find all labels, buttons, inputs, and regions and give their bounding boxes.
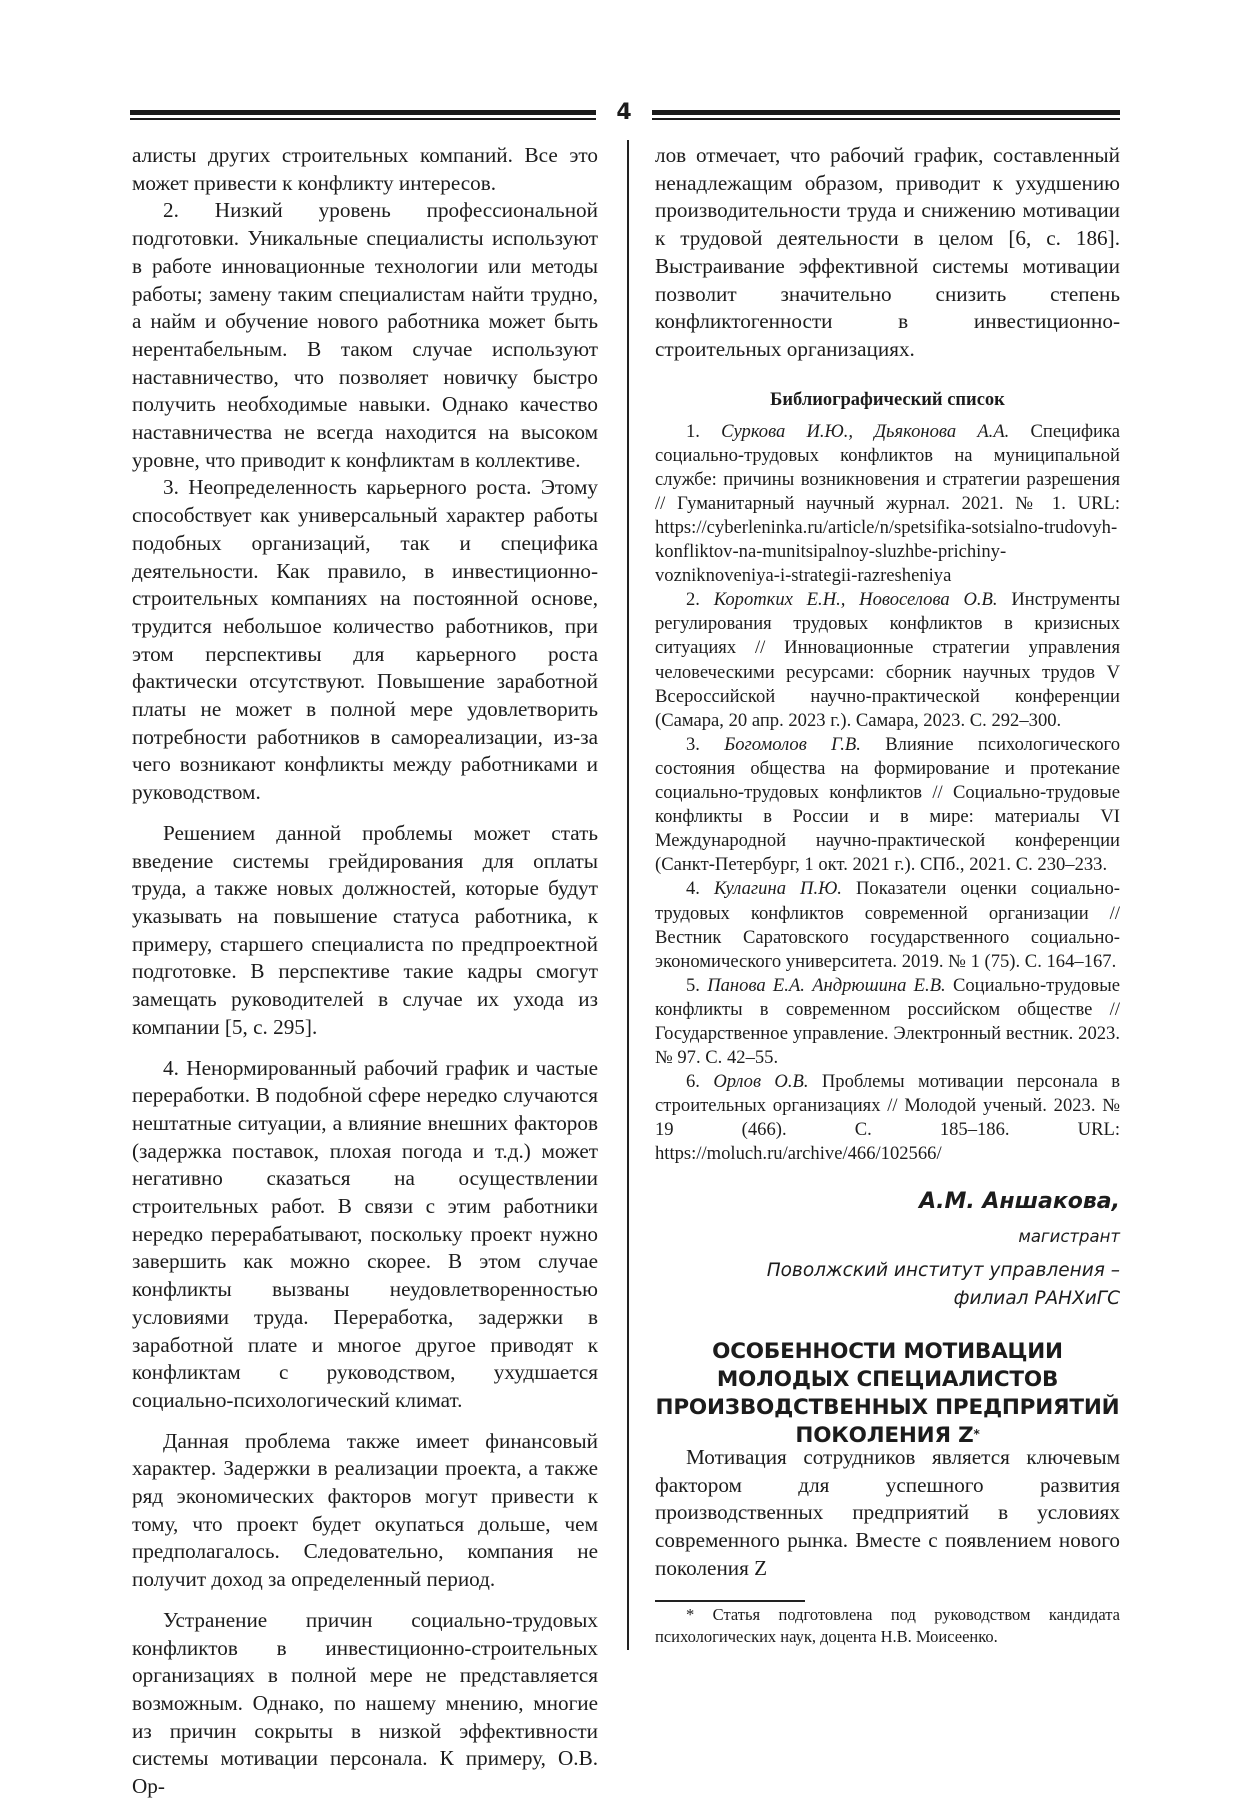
paragraph: 4. Ненормированный рабочий график и частые переработки. В подобной сфере нередко случаются нештатные ситуации, а влияние внешних факторов (задержка поставок, плохая погода и т.д.) может негативно сказаться на осуществлении строительных работ. В связи с этим работники нередко перерабатывают, поскольку проект нужно завершить как можно скорее. В этом случае конфликты вызваны неудовлетворенностью условиями труда. Переработка, задержки в заработной плате и многое другое приводят к конфликтам с руководством, ухудшается социально-психологический климат. <box>132 1055 598 1412</box>
article-title <box>655 1338 1120 1450</box>
left-column <box>132 142 598 1801</box>
bibliography-entry: 1. Суркова И.Ю., Дьяконова А.А. Специфика социально-трудовых конфликтов на муниципальной службе: причины возникновения и стратегии разрешения // Гуманитарный научный журнал. 2021. № 1. URL: https://cyberleninka.ru/article/n/spetsifika-sotsialno-trudovyh-konfliktov-na-munitsipalnoy-sluzhbe-prichiny-vozniknoveniya-i-strategii-razresheniya <box>655 420 1121 587</box>
paragraph: лов отмечает, что рабочий график, составленный ненадлежащим образом, приводит к ухудшению производительности труда и снижению мотивации к трудовой деятельности в целом [6, с. 186]. Выстраивание эффективной системы мотивации позволит значительно снизить степень конфликтогенности в инвестиционно-строительных организациях. <box>655 143 1120 361</box>
footnote-mark: * <box>973 1427 980 1441</box>
paragraph: 3. Неопределенность карьерного роста. Этому способствует как универсальный характер работы подобных организаций, так и специфика деятельности. Как правило, в инвестиционно-строительных компаниях на постоянной основе, трудится небольшое количество работников, при этом перспективы для карьерного роста фактически отсутствуют. Повышение заработной платы не может в полной мере удовлетворить потребности работников в самореализации, из-за чего возникают конфликты между работниками и руководством. <box>132 475 598 805</box>
paragraph: алисты других строительных компаний. Все это может привести к конфликту интересов. <box>132 143 598 195</box>
bibliography-list <box>655 420 1120 1167</box>
title-line: ОСОБЕННОСТИ МОТИВАЦИИ <box>712 1339 1063 1364</box>
page-header <box>130 100 1120 128</box>
column-divider <box>627 140 629 1650</box>
author-organization-line2: филиал РАНХиГС <box>953 1288 1120 1309</box>
page-number: 4 <box>616 100 632 125</box>
paragraph: 2. Низкий уровень профессиональной подготовки. Уникальные специалисты используют в работе инновационные технологии или методы работы; замену таким специалистам найти трудно, а найм и обучение нового работника может быть нерентабельным. В таком случае используют наставничество, что позволяет новичку быстро получить необходимые навыки. Однако качество наставничества не всегда находится на высоком уровне, что приводит к конфликтам в коллективе. <box>132 198 598 472</box>
author-name: А.М. Аншакова, <box>919 1189 1120 1214</box>
footnote: * Статья подготовлена под руководством кандидата психологических наук, доцента Н.В. Моисеенко. <box>655 1605 1120 1646</box>
bibliography-entry: 2. Коротких Е.Н., Новоселова О.В. Инструменты регулирования трудовых конфликтов в кризисных ситуациях // Инновационные стратегии управления человеческими ресурсами: сборник научных трудов V Всероссийской научно-практической конференции (Самара, 20 апр. 2023 г.). Самара, 2023. С. 292–300. <box>655 589 1120 731</box>
bibliography-entry: 4. Кулагина П.Ю. Показатели оценки социально-трудовых конфликтов современной организации // Вестник Саратовского государственного социально-экономического университета. 2019. № 1 (75). С. 164–167. <box>655 878 1120 972</box>
author-role: магистрант <box>1018 1227 1120 1246</box>
bibliography-entry: 6. Орлов О.В. Проблемы мотивации персонала в строительных организациях // Молодой ученый. 2023. № 19 (466). С. 185–186. URL: https://moluch.ru/archive/466/102566/ <box>655 1071 1120 1165</box>
paragraph: Устранение причин социально-трудовых конфликтов в инвестиционно-строительных организациях в полной мере не представляется возможным. Однако, по нашему мнению, многие из причин сокрыты в низкой эффективности системы мотивации персонала. К примеру, О.В. Ор- <box>132 1607 598 1799</box>
header-rule-right <box>652 110 1120 120</box>
paragraph: Данная проблема также имеет финансовый характер. Задержки в реализации проекта, а также ряд экономических факторов могут привести к тому, что проект будет окупаться дольше, чем предполагалось. Следовательно, компания не получит доход за определенный период. <box>132 1428 598 1592</box>
header-rule-left <box>130 110 596 120</box>
bibliography-entry: 5. Панова Е.А. Андрюшина Е.В. Социально-трудовые конфликты в современном российском обществе // Государственное управление. Электронный вестник. 2023. № 97. С. 42–55. <box>655 974 1120 1069</box>
author-organization-line1: Поволжский институт управления – <box>766 1260 1120 1281</box>
footnote-rule <box>655 1600 805 1602</box>
title-line-last: ПОКОЛЕНИЯ Z* <box>795 1423 980 1448</box>
paragraph: Решением данной проблемы может стать введение системы грейдирования для оплаты труда, а также новых должностей, которые будут указывать на повышение статуса работника, к примеру, старшего специалиста по предпроектной подготовке. В перспективе такие кадры смогут замещать руководителей в случае их ухода из компании [5, с. 295]. <box>132 820 598 1039</box>
right-column <box>655 142 1120 1167</box>
bibliography-entry: 3. Богомолов Г.В. Влияние психологического состояния общества на формирование и протекание социально-трудовых конфликтов // Социально-трудовые конфликты в России и в мире: материалы VI Международной научно-практической конференции (Санкт-Петербург, 1 окт. 2021 г.). СПб., 2021. С. 230–233. <box>655 733 1120 876</box>
title-line: ПРОИЗВОДСТВЕННЫХ ПРЕДПРИЯТИЙ <box>655 1395 1120 1420</box>
article-intro <box>655 1444 1120 1583</box>
title-line: МОЛОДЫХ СПЕЦИАЛИСТОВ <box>716 1367 1059 1392</box>
paragraph: Мотивация сотрудников является ключевым фактором для успешного развития производственных предприятий в условиях современного рынка. Вместе с появлением нового поколения Z <box>655 1445 1120 1580</box>
bibliography-title: Библиографический список <box>770 389 1005 410</box>
